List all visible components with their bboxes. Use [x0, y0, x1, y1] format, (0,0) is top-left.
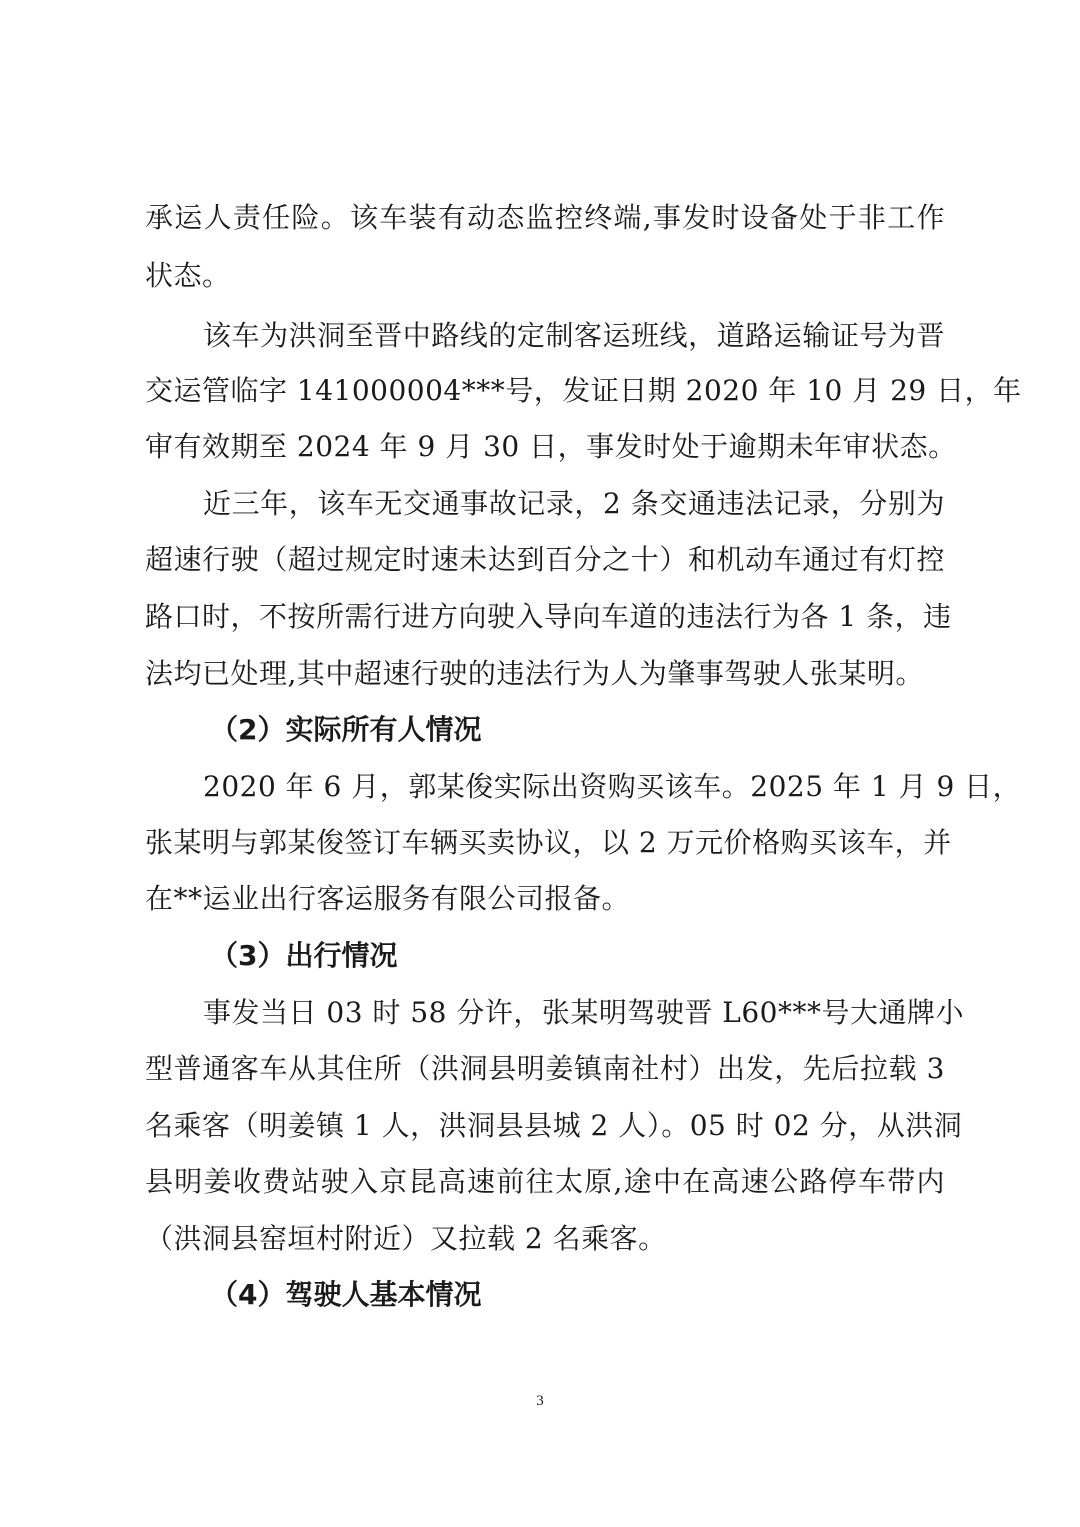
text-line: 型普通客车从其住所（洪洞县明姜镇南社村）出发，先后拉载 3: [145, 1052, 945, 1085]
text-line: 张某明与郭某俊签订车辆买卖协议，以 2 万元价格购买该车，并: [145, 826, 952, 859]
text-line: 审有效期至 2024 年 9 月 30 日，事发时处于逾期未年审状态。: [145, 430, 957, 463]
section-heading: （2）实际所有人情况: [210, 713, 482, 746]
text-line: 名乘客（明姜镇 1 人，洪洞县县城 2 人）。05 时 02 分，从洪洞: [145, 1109, 963, 1142]
text-line: 县明姜收费站驶入京昆高速前往太原,途中在高速公路停车带内: [145, 1165, 945, 1198]
text-line: 承运人责任险。该车装有动态监控终端,事发时设备处于非工作: [145, 201, 945, 234]
text-line: 交运管临字 141000004***号，发证日期 2020 年 10 月 29 日，年: [145, 374, 1022, 407]
text-line: （洪洞县窑垣村附近）又拉载 2 名乘客。: [145, 1222, 667, 1255]
section-heading: （4）驾驶人基本情况: [210, 1278, 482, 1311]
text-line: 2020 年 6 月，郭某俊实际出资购买该车。2025 年 1 月 9 日，: [203, 770, 1022, 803]
text-line: 近三年，该车无交通事故记录，2 条交通违法记录，分别为: [203, 487, 945, 520]
section-heading: （3）出行情况: [210, 939, 398, 972]
text-line: 状态。: [145, 259, 231, 292]
text-line: 超速行驶（超过规定时速未达到百分之十）和机动车通过有灯控: [145, 543, 945, 576]
text-line: 路口时，不按所需行进方向驶入导向车道的违法行为各 1 条，违: [145, 600, 952, 633]
text-line: 在**运业出行客运服务有限公司报备。: [145, 882, 631, 915]
page-number: 3: [536, 1393, 544, 1409]
text-line: 事发当日 03 时 58 分许，张某明驾驶晋 L60***号大通牌小: [203, 996, 964, 1029]
text-line: 该车为洪洞至晋中路线的定制客运班线，道路运输证号为晋: [203, 319, 945, 352]
text-line: 法均已处理,其中超速行驶的违法行为人为肇事驾驶人张某明。: [145, 657, 924, 690]
